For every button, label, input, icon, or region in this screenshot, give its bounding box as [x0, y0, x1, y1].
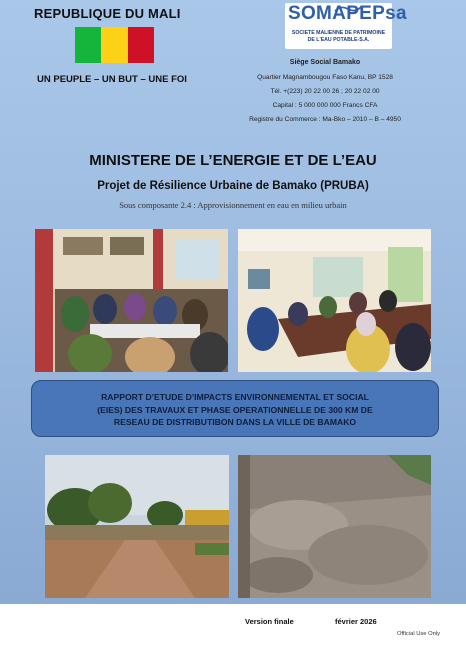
flag-stripe-red — [128, 27, 154, 63]
document-date: février 2026 — [335, 617, 377, 626]
logo-subtitle-line: DE L'EAU POTABLE-S.A. — [307, 37, 370, 43]
logo-subtitle-line: SOCIETE MALIENNE DE PATRIMOINE — [291, 30, 386, 36]
report-title-box — [31, 380, 439, 437]
report-title — [42, 391, 428, 429]
classification-label: Official Use Only — [397, 631, 441, 637]
flag-stripe-yellow — [101, 27, 127, 63]
report-title-line: (EIES) DES TRAVAUX ET PHASE OPERATIONNELLE DE 300 KM DE — [97, 404, 373, 415]
photo-meeting-2 — [238, 229, 431, 372]
somapep-logo — [285, 3, 407, 49]
hq-address: Quartier Magnambougou Faso Kanu, BP 1528 — [257, 74, 393, 81]
report-title-line: RAPPORT D’ETUDE D’IMPACTS ENVIRONNEMENTAL ET SOCIAL — [101, 392, 369, 402]
project-title: Projet de Résilience Urbaine de Bamako (PRUBA) — [97, 180, 369, 192]
hq-capital: Capital : 5 000 000 000 Francs CFA — [272, 102, 378, 109]
photo-pavement — [238, 455, 431, 598]
flag-stripe-green — [75, 27, 101, 63]
hq-phone: Tél. +(223) 20 22 00 26 ; 20 22 02 00 — [270, 88, 380, 95]
logo-subtitle — [287, 30, 390, 44]
hq-title: Siège Social Bamako — [289, 59, 361, 66]
country-name: REPUBLIQUE DU MALI — [34, 6, 181, 21]
photo-street — [45, 455, 229, 598]
document-version: Version finale — [245, 617, 294, 626]
report-title-line: RESEAU DE DISTRIBUTIBON DANS LA VILLE DE BAMAKO — [113, 417, 357, 427]
national-motto: UN PEUPLE – UN BUT – UNE FOI — [37, 74, 187, 85]
sub-component: Sous composante 2.4 : Approvisionnement en eau en milieu urbain — [119, 200, 347, 210]
hq-registry: Registre du Commerce : Ma-Bko – 2010 – B – 4950 — [249, 116, 401, 123]
ministry-title: MINISTERE DE L’ENERGIE ET DE L’EAU — [89, 152, 377, 169]
mali-flag — [75, 27, 154, 63]
photo-meeting-1 — [35, 229, 228, 372]
logo-wordmark: SOMAPEPsa — [288, 3, 407, 24]
